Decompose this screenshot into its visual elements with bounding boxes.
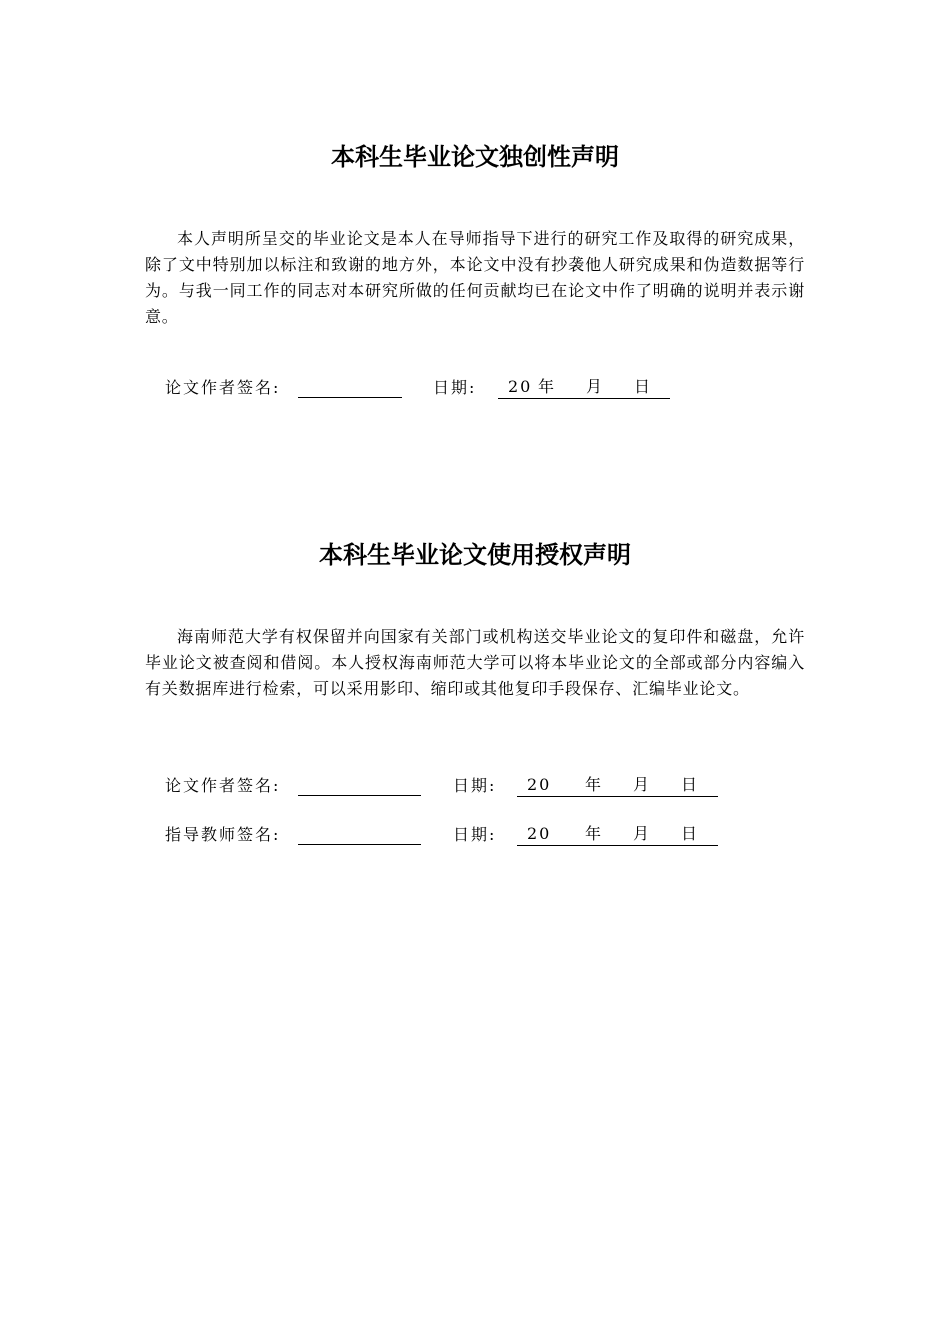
authorization-body: 海南师范大学有权保留并向国家有关部门或机构送交毕业论文的复印件和磁盘，允许毕业论文被查阅和借阅。本人授权海南师范大学可以将本毕业论文的全部或部分内容编入有关数据库进行检索，可以采用影印、缩印或其他复印手段保存、汇编毕业论文。 <box>145 627 805 698</box>
authorization-author-date-day: 日 <box>681 775 698 794</box>
authorization-author-date-field[interactable] <box>517 774 718 797</box>
authorization-author-date-label: 日期: <box>453 776 497 795</box>
authorization-author-date-year-prefix: 20 <box>527 775 552 794</box>
authorization-advisor-date-day: 日 <box>681 824 698 843</box>
authorization-title: 本科生毕业论文使用授权声明 <box>319 541 631 569</box>
authorization-advisor-date-label: 日期: <box>453 825 497 844</box>
authorization-author-signature-blank[interactable] <box>298 795 421 796</box>
originality-title: 本科生毕业论文独创性声明 <box>331 143 619 171</box>
authorization-advisor-signature-blank[interactable] <box>298 844 421 845</box>
originality-body: 本人声明所呈交的毕业论文是本人在导师指导下进行的研究工作及取得的研究成果，除了文中特别加以标注和致谢的地方外，本论文中没有抄袭他人研究成果和伪造数据等行为。与我一同工作的同志对本研究所做的任何贡献均已在论文中作了明确的说明并表示谢意。 <box>145 229 805 326</box>
authorization-author-date-month: 月 <box>633 775 650 794</box>
authorization-advisor-date-year: 年 <box>585 824 602 843</box>
authorization-advisor-signature-label: 指导教师签名: <box>165 825 281 844</box>
authorization-author-signature-label: 论文作者签名: <box>165 776 281 795</box>
originality-date-year: 年 <box>538 377 555 396</box>
authorization-advisor-date-field[interactable] <box>517 823 718 846</box>
originality-signature-blank[interactable] <box>298 397 402 398</box>
authorization-author-date-year: 年 <box>585 775 602 794</box>
originality-date-field[interactable] <box>498 376 670 399</box>
authorization-advisor-date-month: 月 <box>633 824 650 843</box>
originality-date-day: 日 <box>634 377 651 396</box>
originality-signature-label: 论文作者签名: <box>165 378 281 397</box>
originality-date-year-prefix: 20 <box>508 377 533 396</box>
originality-date-month: 月 <box>586 377 603 396</box>
originality-date-label: 日期: <box>433 378 477 397</box>
authorization-advisor-date-year-prefix: 20 <box>527 824 552 843</box>
